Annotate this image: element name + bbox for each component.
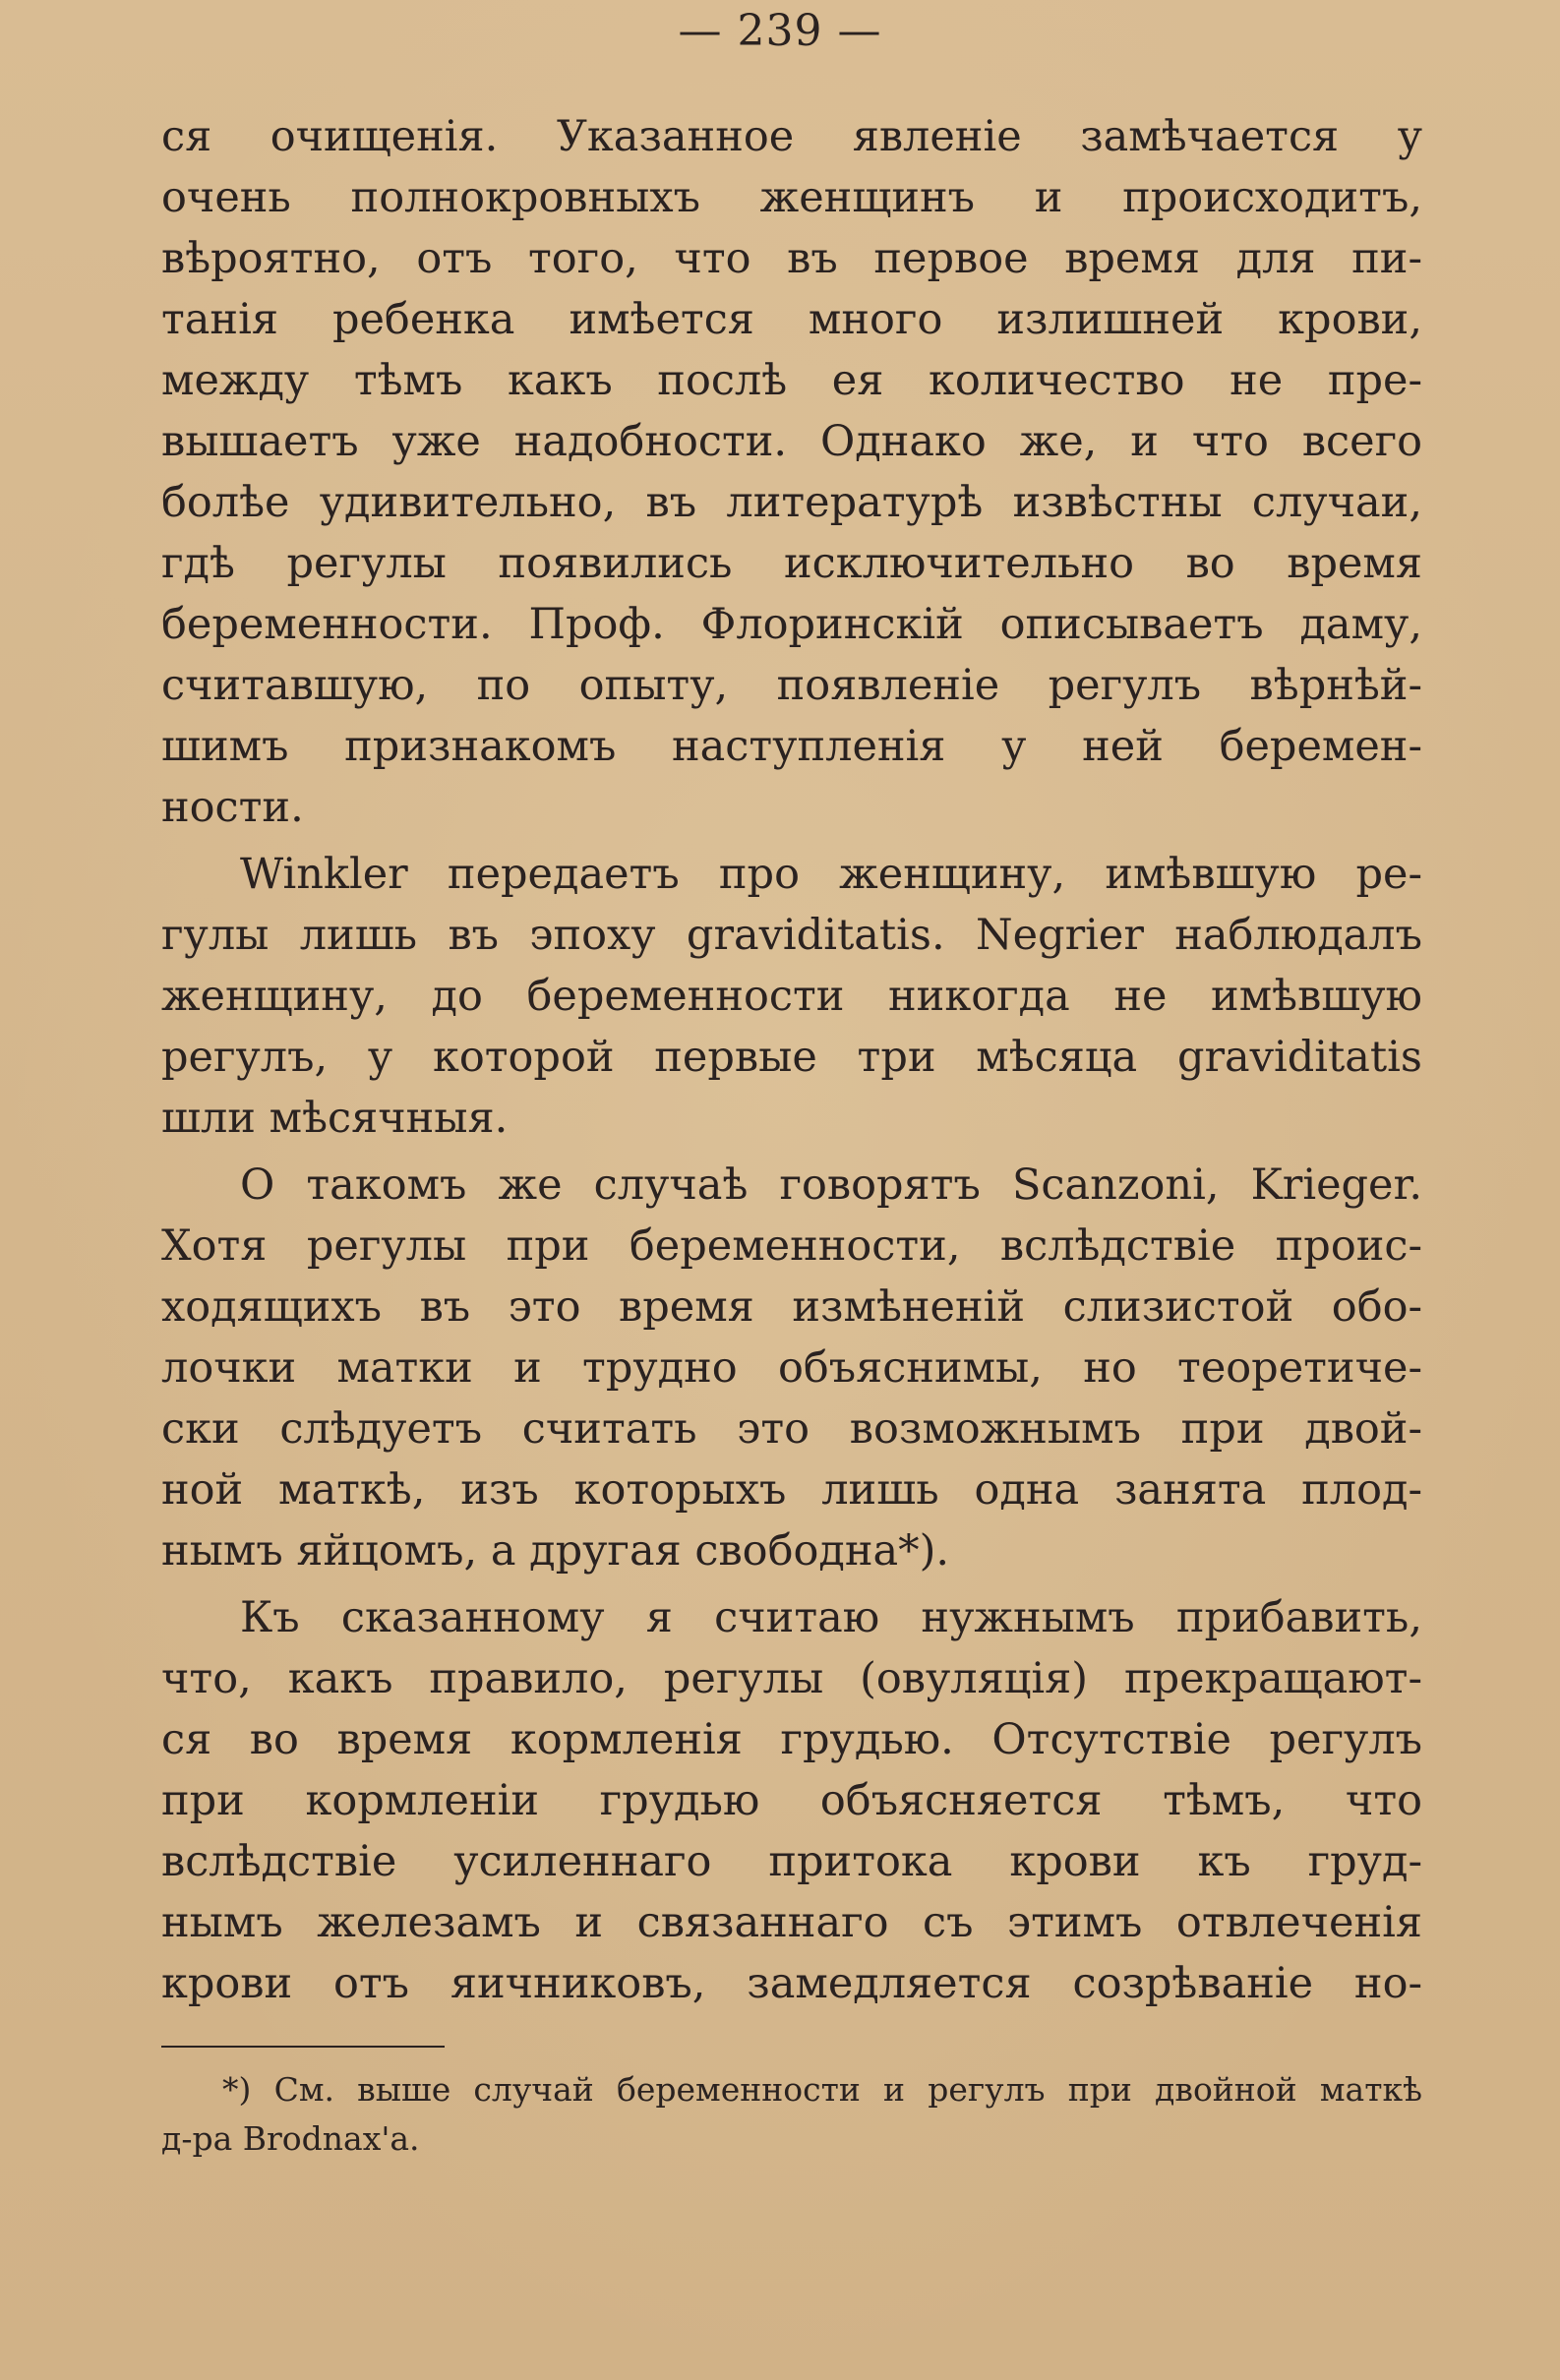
footnote-divider [161, 2046, 445, 2048]
text-line: женщину, до беременности никогда не имѣвшую [161, 972, 1422, 1021]
text-line: при кормленіи грудью объясняется тѣмъ, что [161, 1776, 1422, 1825]
text-line: вѣроятно, отъ того, что въ первое время для пи- [161, 234, 1422, 283]
text-line: гулы лишь въ эпоху graviditatis. Negrier наблюдалъ [161, 911, 1422, 960]
text-line: болѣе удивительно, въ литературѣ извѣстны случаи, [161, 478, 1422, 527]
text-line: беременности. Проф. Флоринскій описываетъ даму, [161, 600, 1422, 649]
text-line: регулъ, у которой первые три мѣсяца graviditatis [161, 1033, 1422, 1082]
footnote-line: д-ра Brodnax'а. [161, 2119, 420, 2158]
paragraph-3 [161, 1155, 1422, 1581]
text-line: танія ребенка имѣется много излишней крови, [161, 295, 1422, 344]
text-line: вслѣдствіе усиленнаго притока крови къ груд- [161, 1837, 1422, 1886]
text-line: нымъ яйцомъ, а другая свободна*). [161, 1526, 950, 1576]
text-line: ности. [161, 783, 304, 832]
footnote [161, 2065, 1422, 2164]
body-text [161, 106, 1422, 2014]
text-line: очень полнокровныхъ женщинъ и происходитъ, [161, 173, 1422, 222]
text-line: шимъ признакомъ наступленія у ней беремен- [161, 722, 1422, 771]
text-line: вышаетъ уже надобности. Однако же, и что всего [161, 417, 1422, 466]
footnote-line: *) См. выше случай беременности и регулъ при двойной маткѣ [222, 2070, 1422, 2109]
text-line: ся во время кормленія грудью. Отсутствіе регулъ [161, 1715, 1422, 1764]
text-line: Winkler передаетъ про женщину, имѣвшую ре- [240, 850, 1422, 899]
text-line: ся очищенія. Указанное явленіе замѣчается у [161, 112, 1422, 161]
page-number: — 239 — [678, 6, 882, 56]
text-line: ной маткѣ, изъ которыхъ лишь одна занята плод- [161, 1465, 1422, 1515]
text-line: что, какъ правило, регулы (овуляція) прекращают- [161, 1654, 1422, 1703]
text-line: О такомъ же случаѣ говорятъ Scanzoni, Krieger. [240, 1160, 1422, 1210]
text-line: Къ сказанному я считаю нужнымъ прибавить, [240, 1593, 1422, 1642]
text-line: ходящихъ въ это время измѣненій слизистой обо- [161, 1282, 1422, 1332]
text-line: нымъ железамъ и связаннаго съ этимъ отвлеченія [161, 1898, 1422, 1947]
text-line: шли мѣсячныя. [161, 1094, 509, 1143]
paragraph-1 [161, 106, 1422, 838]
text-line: лочки матки и трудно объяснимы, но теоретиче- [161, 1343, 1422, 1393]
paragraph-4 [161, 1587, 1422, 2014]
text-line: между тѣмъ какъ послѣ ея количество не пре- [161, 356, 1422, 405]
text-line: крови отъ яичниковъ, замедляется созрѣваніе но- [161, 1959, 1422, 2008]
text-line: ски слѣдуетъ считать это возможнымъ при двой- [161, 1404, 1422, 1454]
text-line: гдѣ регулы появились исключительно во время [161, 539, 1422, 588]
text-line: считавшую, по опыту, появленіе регулъ вѣрнѣй- [161, 661, 1422, 710]
paragraph-2 [161, 844, 1422, 1149]
text-line: Хотя регулы при беременности, вслѣдствіе проис- [161, 1221, 1422, 1271]
